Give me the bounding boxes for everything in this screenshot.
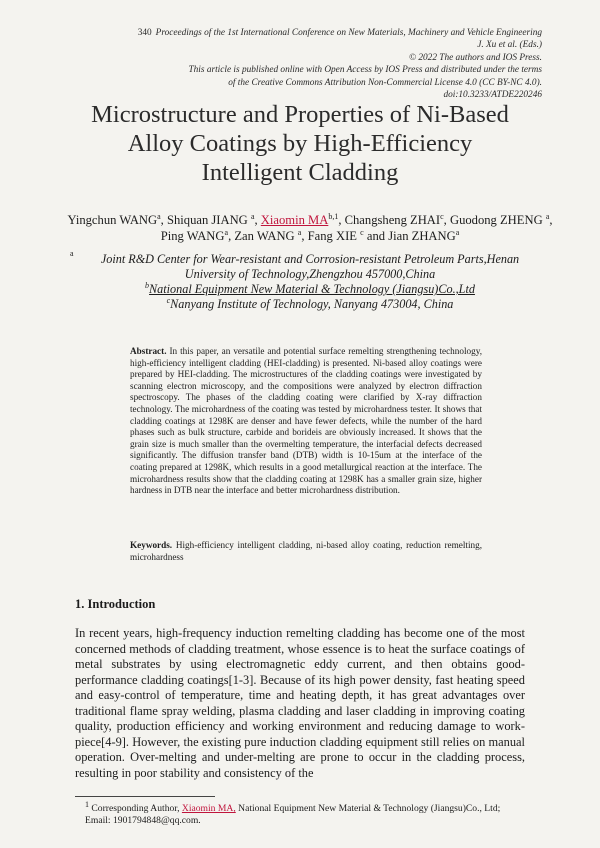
- author-sup: a: [297, 227, 302, 237]
- author-list: Yingchun WANG$^a$, Shiquan JIANG $^a$, Xiaomin MA$^{b,1}$, Changsheng ZHAI$^c$, Guodong ZHENG $^a$, Ping WANG$^a$, Zan WANG $^a$, Fang XIE $^c$ and Jian ZHANG$^a$: [67, 211, 553, 243]
- intro-paragraph: In recent years, high-frequency induction remelting cladding has become one of the most concerned methods of cladding treatment, whose essence is to heat the surface coatings of metal substrates by using electromagnetic eddy current, and then obtains good-performance cladding coatings[1-3]. Because of its high power density, fast heating speed and easy-control of temperature, time and heating depth, it has great advantages over traditional flame spray welding, plasma cladding and laser cladding in improving coating quality, production efficiency and working environment and reducing damage to work-piece[4-9]. However, the existing pure induction cladding equipment still relies on manual operation. Over-melting and under-melting are prone to occur in the cladding process, resulting in poor stability and consistency of the: [75, 626, 525, 780]
- footnote: [85, 799, 535, 827]
- footnote-email: Email: 1901794848@qq.com.: [85, 815, 201, 826]
- abstract-label: Abstract.: [130, 346, 167, 356]
- keywords-text: High-efficiency intelligent cladding, ni-based alloy coating, reduction remelting, microhardness: [130, 540, 483, 562]
- author-name: Yingchun WANG: [67, 213, 158, 227]
- keywords: [130, 540, 482, 563]
- footnote-mark: 1: [85, 799, 89, 809]
- footnote-author-link[interactable]: Xiaomin MA,: [181, 803, 236, 814]
- author-name: Shiquan JIANG: [166, 213, 248, 227]
- author-name: Zan WANG: [234, 229, 295, 243]
- license-line-1: This article is published online with Open Access by IOS Press and distributed under the terms: [188, 65, 542, 76]
- author-name: Changsheng ZHAI: [344, 213, 441, 227]
- proceedings-title: Proceedings of the 1st International Conference on New Materials, Machinery and Vehicle Engineering: [155, 28, 542, 38]
- affiliation-a-line-1: Joint R&D Center for Wear-resistant and Corrosion-resistant Petroleum Parts,Henan: [100, 252, 520, 266]
- doi: doi:10.3233/ATDE220246: [443, 90, 542, 101]
- author-and: and: [366, 229, 386, 243]
- affiliation-c-mark: c: [166, 295, 171, 305]
- author-name: Jian ZHANG: [388, 229, 456, 243]
- author-sup: a: [545, 211, 550, 221]
- author-sup: c: [440, 211, 444, 221]
- affiliation-a-mark: a: [70, 249, 74, 258]
- paper-title: [0, 100, 600, 187]
- title-line-1: Microstructure and Properties of Ni-Based: [91, 101, 509, 128]
- title-line-3: Intelligent Cladding: [201, 159, 399, 186]
- affiliation-c: [60, 297, 560, 312]
- author-sup: a: [224, 227, 229, 237]
- author-sup: b,1: [328, 211, 339, 221]
- footnote-rule: [75, 796, 215, 797]
- abstract-text: In this paper, an versatile and potential surface remelting strengthening technology, high-efficiency intelligent cladding (HEI-cladding) is presented. Ni-based alloy coatings were prepared by HEI-cladding. The microstructures of the cladding coatings were investigated by scanning electron microscopy, and the compositions were analyzed by electron diffraction spectroscopy. The phases of the cladding coating were clarified by X-ray diffraction technology. The microhardness of the coating was tested by microhardness tester. It shows that cladding coatings at 1298K are denser and have fewer defects, while the number of the hard phases such as bulk structure, carbide and borideis are obviously increased. It shows that the grain size is much smaller than the overmelting temperature, the interfacial defects decreased significantly. The diffusion transfer band (DTB) width is 10-15um at the interface of the coating prepared at 1298K, which results in a good metallurgical reaction at the interface. The microhardness results show that the cladding coating at 1298K has a smaller grain size, higher hardness in DTB near the interface and better microhardness distribution.: [130, 346, 482, 496]
- footnote-prefix: Corresponding Author,: [91, 803, 180, 814]
- affiliation-a-line-2: University of Technology,Zhengzhou 457000,China: [184, 267, 436, 281]
- affiliation-b-text: National Equipment New Material & Technology (Jiangsu)Co.,Ltd: [149, 282, 475, 296]
- license-line-2: of the Creative Commons Attribution Non-Commercial License 4.0 (CC BY-NC 4.0).: [228, 77, 542, 88]
- affiliation-b-mark: b: [145, 280, 150, 290]
- author-sup: a: [455, 227, 460, 237]
- affiliation-c-text: Nanyang Institute of Technology, Nanyang 473004, China: [170, 297, 454, 311]
- author-sup: a: [250, 211, 255, 221]
- author-name: Guodong ZHENG: [449, 213, 543, 227]
- author-name: Fang XIE: [307, 229, 357, 243]
- author-name: Ping WANG: [160, 229, 225, 243]
- editors: J. Xu et al. (Eds.): [477, 40, 542, 51]
- corresponding-author-link[interactable]: Xiaomin MA: [260, 213, 329, 227]
- abstract: [130, 346, 482, 497]
- affiliation-b: [60, 282, 560, 297]
- author-sup: c: [360, 227, 364, 237]
- title-line-2: Alloy Coatings by High-Efficiency: [127, 130, 473, 157]
- running-header: [138, 27, 542, 101]
- keywords-label: Keywords.: [130, 540, 173, 550]
- page-number: 340: [137, 28, 152, 38]
- footnote-affil: National Equipment New Material & Technology (Jiangsu)Co., Ltd;: [238, 803, 501, 814]
- section-heading: 1. Introduction: [75, 597, 156, 611]
- author-sup: a: [157, 211, 161, 221]
- copyright: © 2022 The authors and IOS Press.: [408, 52, 542, 63]
